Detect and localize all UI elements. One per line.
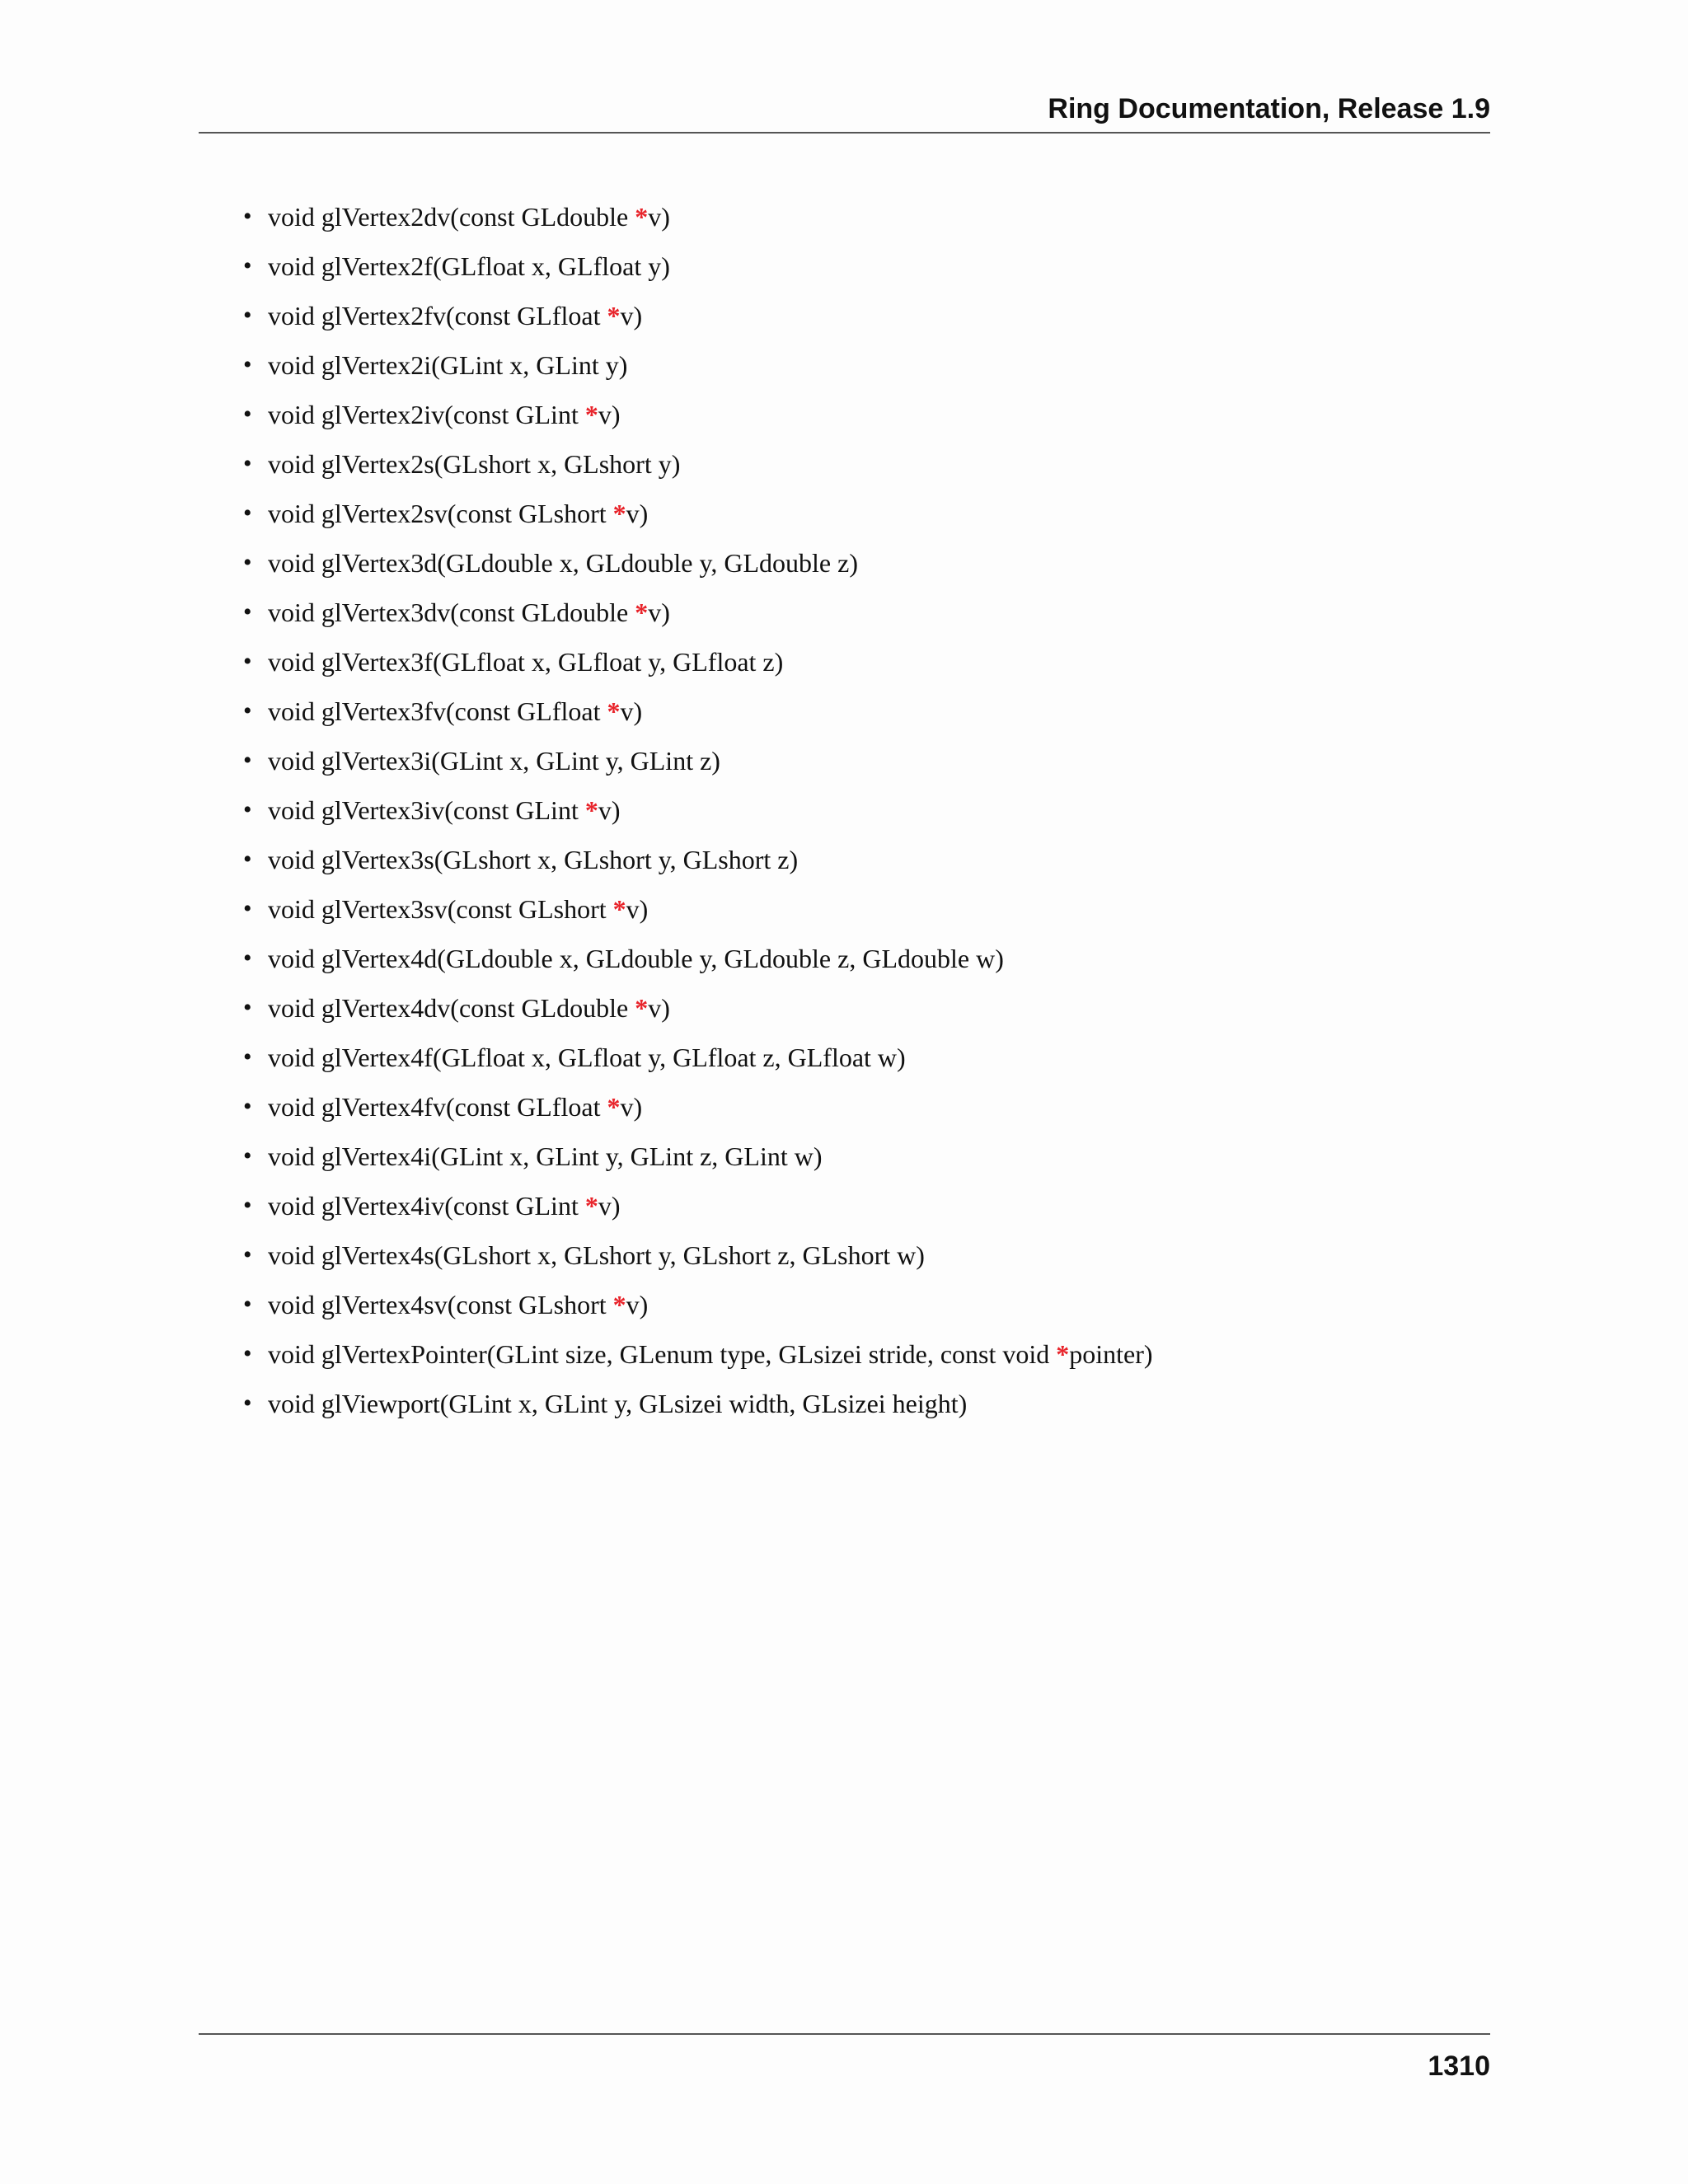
function-signature-text: void glVertex2f(GLfloat x, GLfloat y) bbox=[268, 251, 670, 281]
pointer-star: * bbox=[612, 894, 626, 924]
list-item bbox=[243, 544, 1153, 593]
function-signature-text: void glVertex3fv(const GLfloat bbox=[268, 696, 607, 726]
pointer-star: * bbox=[607, 1092, 621, 1122]
pointer-star: * bbox=[635, 993, 649, 1023]
function-list bbox=[243, 198, 1153, 1434]
function-signature-tail: v) bbox=[620, 1092, 643, 1122]
page-header bbox=[199, 92, 1490, 134]
list-item bbox=[243, 198, 1153, 247]
function-signature-tail: v) bbox=[626, 499, 649, 528]
function-signature-text: void glVertex2s(GLshort x, GLshort y) bbox=[268, 449, 681, 479]
function-signature-tail: v) bbox=[598, 400, 621, 429]
function-signature-text: void glVertex3i(GLint x, GLint y, GLint z) bbox=[268, 746, 720, 776]
function-signature-text: void glVertex3d(GLdouble x, GLdouble y, GLdouble z) bbox=[268, 548, 858, 578]
list-item bbox=[243, 297, 1153, 346]
pointer-star: * bbox=[612, 1290, 626, 1319]
list-item bbox=[243, 1038, 1153, 1088]
function-signature-tail: v) bbox=[598, 1191, 621, 1221]
page-footer bbox=[199, 2033, 1490, 2082]
function-signature-text: void glVertex2fv(const GLfloat bbox=[268, 301, 607, 330]
list-item bbox=[243, 247, 1153, 297]
list-item bbox=[243, 1137, 1153, 1187]
pointer-star: * bbox=[635, 598, 649, 627]
function-signature-text: void glVertex3sv(const GLshort bbox=[268, 894, 613, 924]
function-signature-tail: v) bbox=[620, 696, 643, 726]
list-item bbox=[243, 742, 1153, 791]
pointer-star: * bbox=[584, 400, 598, 429]
pointer-star: * bbox=[607, 301, 621, 330]
pointer-star: * bbox=[612, 499, 626, 528]
function-signature-text: void glVertex4fv(const GLfloat bbox=[268, 1092, 607, 1122]
list-item bbox=[243, 643, 1153, 692]
function-signature-tail: v) bbox=[620, 301, 643, 330]
pointer-star: * bbox=[584, 1191, 598, 1221]
function-signature-tail: v) bbox=[626, 894, 649, 924]
function-signature-tail: v) bbox=[648, 598, 670, 627]
function-signature-tail: v) bbox=[648, 202, 670, 232]
function-signature-text: void glVertex4i(GLint x, GLint y, GLint z, GLint w) bbox=[268, 1141, 823, 1171]
list-item bbox=[243, 791, 1153, 841]
pointer-star: * bbox=[635, 202, 649, 232]
function-signature-text: void glVertex2sv(const GLshort bbox=[268, 499, 613, 528]
function-signature-text: void glVertex3iv(const GLint bbox=[268, 795, 585, 825]
pointer-star: * bbox=[607, 696, 621, 726]
list-item bbox=[243, 346, 1153, 396]
pointer-star: * bbox=[1056, 1339, 1070, 1369]
function-signature-text: void glVertex2iv(const GLint bbox=[268, 400, 585, 429]
list-item bbox=[243, 1236, 1153, 1286]
list-item bbox=[243, 396, 1153, 445]
function-signature-tail: v) bbox=[648, 993, 670, 1023]
function-signature-tail: v) bbox=[598, 795, 621, 825]
list-item bbox=[243, 445, 1153, 494]
function-signature-text: void glVertex4dv(const GLdouble bbox=[268, 993, 635, 1023]
list-item bbox=[243, 890, 1153, 940]
function-signature-text: void glVertex4f(GLfloat x, GLfloat y, GLfloat z, GLfloat w) bbox=[268, 1043, 906, 1072]
list-item bbox=[243, 940, 1153, 989]
list-item bbox=[243, 1286, 1153, 1335]
document-title: Ring Documentation, Release 1.9 bbox=[1048, 93, 1490, 124]
function-signature-text: void glVertex4s(GLshort x, GLshort y, GLshort z, GLshort w) bbox=[268, 1240, 925, 1270]
list-item bbox=[243, 989, 1153, 1038]
list-item bbox=[243, 1385, 1153, 1434]
function-signature-text: void glVertex3f(GLfloat x, GLfloat y, GLfloat z) bbox=[268, 647, 784, 677]
list-item bbox=[243, 494, 1153, 544]
function-signature-text: void glViewport(GLint x, GLint y, GLsizei width, GLsizei height) bbox=[268, 1389, 968, 1418]
function-signature-text: void glVertex4sv(const GLshort bbox=[268, 1290, 613, 1319]
function-signature-text: void glVertex2dv(const GLdouble bbox=[268, 202, 635, 232]
list-item bbox=[243, 1187, 1153, 1236]
list-item bbox=[243, 593, 1153, 643]
list-item bbox=[243, 692, 1153, 742]
function-signature-tail: v) bbox=[626, 1290, 649, 1319]
function-signature-text: void glVertexPointer(GLint size, GLenum type, GLsizei stride, const void bbox=[268, 1339, 1057, 1369]
function-signature-text: void glVertex3dv(const GLdouble bbox=[268, 598, 635, 627]
function-signature-tail: pointer) bbox=[1069, 1339, 1153, 1369]
page-number: 1310 bbox=[1428, 2050, 1490, 2082]
function-signature-text: void glVertex3s(GLshort x, GLshort y, GLshort z) bbox=[268, 845, 799, 874]
list-item bbox=[243, 1335, 1153, 1385]
list-item bbox=[243, 1088, 1153, 1137]
function-signature-text: void glVertex4d(GLdouble x, GLdouble y, GLdouble z, GLdouble w) bbox=[268, 944, 1004, 973]
list-item bbox=[243, 841, 1153, 890]
function-signature-text: void glVertex4iv(const GLint bbox=[268, 1191, 585, 1221]
function-signature-text: void glVertex2i(GLint x, GLint y) bbox=[268, 350, 628, 380]
pointer-star: * bbox=[584, 795, 598, 825]
